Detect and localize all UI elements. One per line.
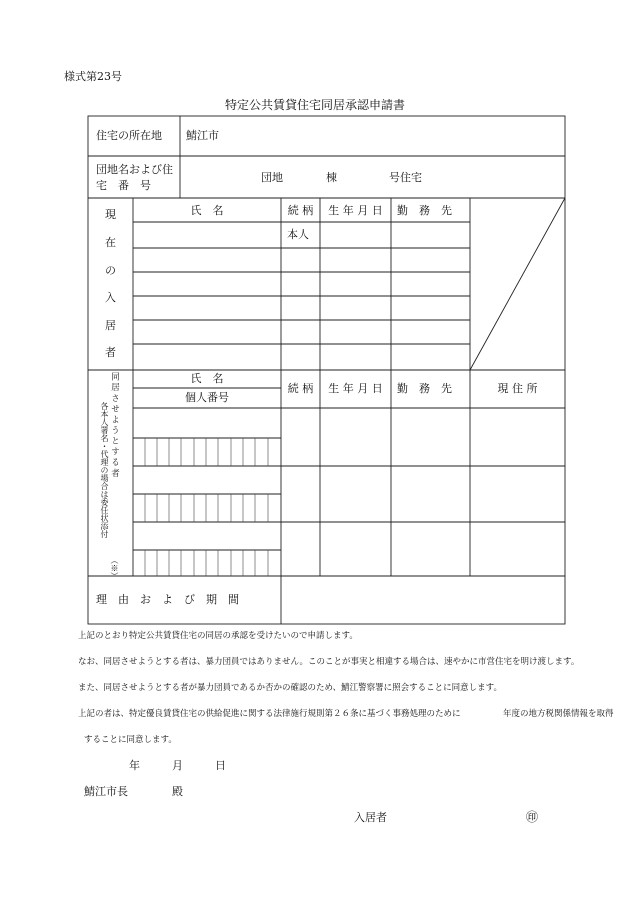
cohab-birth-header: 生 年 月 日 bbox=[328, 382, 383, 395]
cohabitants-side-label: 同居させようとする者 bbox=[109, 372, 120, 479]
address-label: 住宅の所在地 bbox=[96, 129, 162, 142]
addressee-honorific: 殿 bbox=[172, 785, 183, 798]
current-name-header: 氏 名 bbox=[190, 204, 224, 217]
building-tou: 棟 bbox=[326, 171, 337, 184]
cohab-name-header: 氏 名 bbox=[190, 372, 224, 385]
paragraph-2: なお、同居させようとする者は、暴力団員ではありません。このことが事実と相違する場合は、速やかに市営住宅を明け渡します。 bbox=[78, 657, 580, 667]
cohab-address-header: 現 住 所 bbox=[497, 382, 538, 395]
date-month: 月 bbox=[172, 759, 183, 772]
seal-mark: ㊞ bbox=[526, 810, 539, 824]
paragraph-4: 上記の者は、特定優良賃貸住宅の供給促進に関する法律施行規則第２６条に基づく事務処理のために 年度の地方税関係情報を取得 bbox=[78, 709, 614, 719]
current-relation-first: 本人 bbox=[287, 228, 309, 241]
date-year: 年 bbox=[129, 759, 140, 772]
current-relation-header: 続 柄 bbox=[287, 204, 314, 217]
building-label-line1: 団地名および住 bbox=[96, 163, 173, 176]
form-number: 様式第23号 bbox=[64, 70, 122, 83]
cohab-work-header: 勤 務 先 bbox=[397, 382, 452, 395]
addressee-name: 鯖江市長 bbox=[84, 785, 128, 798]
address-value: 鯖江市 bbox=[186, 129, 219, 142]
current-birth-header: 生 年 月 日 bbox=[328, 204, 383, 217]
building-label-line2: 宅 番 号 bbox=[96, 179, 151, 192]
building-danchi: 団地 bbox=[261, 171, 283, 184]
applicant-label: 入居者 bbox=[354, 811, 387, 824]
cohabitants-side-mark: （※） bbox=[110, 556, 119, 580]
paragraph-1: 上記のとおり特定公共賃貸住宅の同居の承認を受けたいので申請します。 bbox=[78, 631, 358, 641]
paragraph-5: することに同意します。 bbox=[84, 735, 177, 745]
current-work-header: 勤 務 先 bbox=[397, 204, 452, 217]
reason-label: 理 由 お よ び 期 間 bbox=[96, 593, 239, 606]
paragraph-3: また、同居させようとする者が暴力団員であるか否かの確認のため、鯖江警察署に照会することに同意します。 bbox=[78, 683, 502, 693]
date-day: 日 bbox=[215, 759, 226, 772]
cohab-personal-number-header: 個人番号 bbox=[185, 391, 229, 404]
building-gojutaku: 号住宅 bbox=[389, 171, 422, 184]
document-title: 特定公共賃貸住宅同居承認申請書 bbox=[224, 98, 405, 112]
cohabitants-side-note: 各本人署名・代理の場合は委任状添付 bbox=[100, 402, 109, 538]
cohab-relation-header: 続 柄 bbox=[287, 382, 314, 395]
